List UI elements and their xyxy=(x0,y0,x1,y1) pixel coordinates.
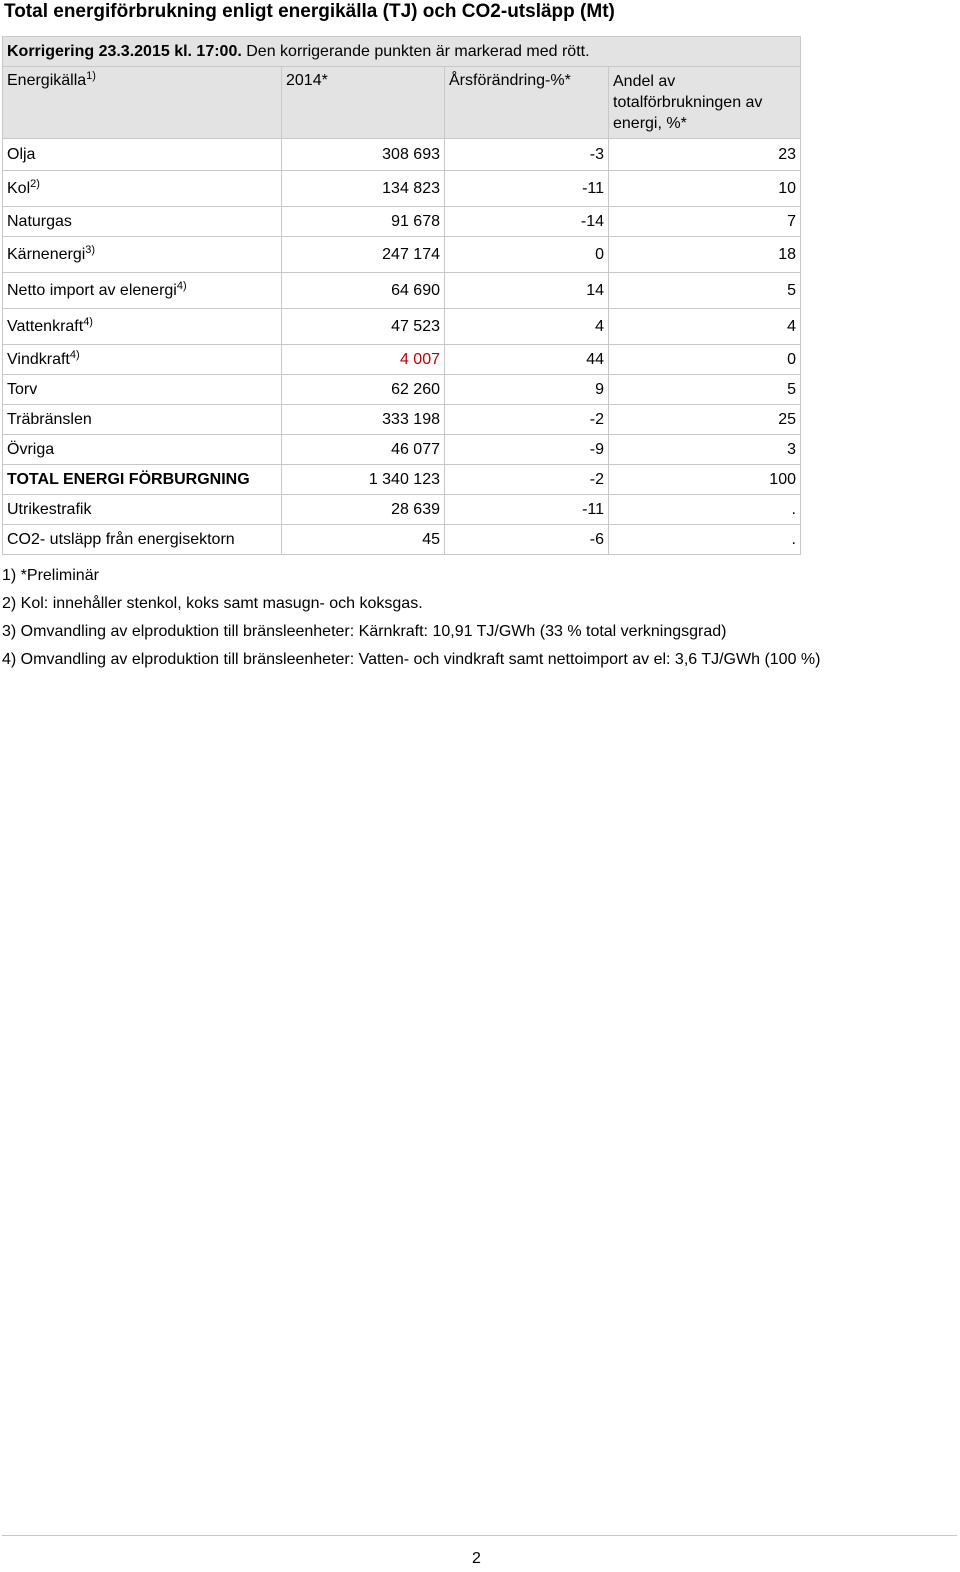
cell-annual-change: -9 xyxy=(445,435,609,465)
page-title: Total energiförbrukning enligt energikälla (TJ) och CO2-utsläpp (Mt) xyxy=(4,1,615,22)
cell-2014: 64 690 xyxy=(282,273,445,309)
table-row xyxy=(3,465,801,495)
cell-share: 3 xyxy=(609,435,801,465)
header-energy-source xyxy=(3,67,282,139)
energy-source-label: Träbränslen xyxy=(7,410,92,428)
table-row xyxy=(3,139,801,171)
energy-source-label: Vindkraft xyxy=(7,350,70,368)
cell-energy-source xyxy=(3,273,282,309)
cell-2014: 91 678 xyxy=(282,207,445,237)
energy-source-label: CO2- utsläpp från energisektorn xyxy=(7,530,235,548)
cell-annual-change: 14 xyxy=(445,273,609,309)
header-annual-change: Årsförändring-%* xyxy=(445,67,609,139)
table-row xyxy=(3,495,801,525)
cell-annual-change: 9 xyxy=(445,375,609,405)
correction-row xyxy=(3,37,801,67)
cell-share: 4 xyxy=(609,309,801,345)
header-footnote-ref: 1) xyxy=(86,70,96,82)
footnote-ref: 4) xyxy=(83,315,93,328)
footnote-ref: 3) xyxy=(85,243,96,256)
energy-source-label: Vattenkraft xyxy=(7,317,84,335)
cell-share: 18 xyxy=(609,237,801,273)
energy-source-label: Övriga xyxy=(7,440,55,458)
header-share: Andel av totalförbrukningen av energi, %* xyxy=(609,67,801,139)
footnote: 3) Omvandling av elproduktion till bränsleenheter: Kärnkraft: 10,91 TJ/GWh (33 % total verkningsgrad) xyxy=(2,623,727,640)
cell-energy-source xyxy=(3,435,282,465)
energy-source-label: Kol xyxy=(7,179,31,197)
footnote-ref: 4) xyxy=(176,279,187,292)
table-row xyxy=(3,171,801,207)
cell-annual-change: -6 xyxy=(445,525,609,555)
cell-annual-change: -2 xyxy=(445,405,609,435)
cell-2014: 247 174 xyxy=(282,237,445,273)
footnote: 1) *Preliminär xyxy=(2,567,99,584)
table-row xyxy=(3,273,801,309)
energy-source-label: TOTAL ENERGI FÖRBURGNING xyxy=(7,470,250,488)
cell-share: . xyxy=(609,495,801,525)
cell-annual-change: -11 xyxy=(445,171,609,207)
cell-energy-source xyxy=(3,309,282,345)
footnote: 2) Kol: innehåller stenkol, koks samt masugn- och koksgas. xyxy=(2,595,423,612)
cell-energy-source xyxy=(3,139,282,171)
cell-share: 7 xyxy=(609,207,801,237)
table-row xyxy=(3,207,801,237)
table-row xyxy=(3,525,801,555)
cell-share: 10 xyxy=(609,171,801,207)
cell-annual-change: -11 xyxy=(445,495,609,525)
footer-divider xyxy=(2,1535,957,1536)
cell-share: 0 xyxy=(609,345,801,375)
cell-2014: 333 198 xyxy=(282,405,445,435)
energy-source-label: Utrikestrafik xyxy=(7,500,92,518)
cell-share: 25 xyxy=(609,405,801,435)
cell-share: . xyxy=(609,525,801,555)
footnote: 4) Omvandling av elproduktion till bränsleenheter: Vatten- och vindkraft samt nettoimport av el: 3,6 TJ/GWh (100 %) xyxy=(2,651,821,668)
footnote-ref: 4) xyxy=(69,348,80,361)
cell-2014: 45 xyxy=(282,525,445,555)
cell-share: 100 xyxy=(609,465,801,495)
energy-source-label: Naturgas xyxy=(7,212,72,230)
page-number: 2 xyxy=(472,1550,481,1567)
table-row xyxy=(3,309,801,345)
cell-energy-source xyxy=(3,525,282,555)
footnote-ref: 2) xyxy=(30,177,40,190)
header-energy-source-label: Energikälla xyxy=(7,72,87,89)
cell-2014: 46 077 xyxy=(282,435,445,465)
cell-annual-change: -2 xyxy=(445,465,609,495)
cell-2014: 47 523 xyxy=(282,309,445,345)
energy-table xyxy=(2,36,801,555)
footnotes xyxy=(2,562,820,674)
cell-share: 5 xyxy=(609,273,801,309)
cell-energy-source xyxy=(3,375,282,405)
cell-2014: 308 693 xyxy=(282,139,445,171)
cell-share: 23 xyxy=(609,139,801,171)
energy-source-label: Kärnenergi xyxy=(7,245,86,263)
table-row xyxy=(3,435,801,465)
cell-energy-source xyxy=(3,495,282,525)
cell-annual-change: 44 xyxy=(445,345,609,375)
correction-bold: Korrigering 23.3.2015 kl. 17:00. xyxy=(7,42,242,60)
cell-energy-source xyxy=(3,465,282,495)
correction-text: Den korrigerande punkten är markerad med rött. xyxy=(241,42,590,60)
table-row xyxy=(3,237,801,273)
cell-energy-source xyxy=(3,237,282,273)
cell-energy-source xyxy=(3,171,282,207)
cell-2014: 134 823 xyxy=(282,171,445,207)
cell-energy-source xyxy=(3,207,282,237)
cell-annual-change: -14 xyxy=(445,207,609,237)
header-2014: 2014* xyxy=(282,67,445,139)
cell-share: 5 xyxy=(609,375,801,405)
table-row xyxy=(3,345,801,375)
correction-note xyxy=(3,37,801,67)
energy-source-label: Netto import av elenergi xyxy=(7,281,177,299)
cell-annual-change: 4 xyxy=(445,309,609,345)
cell-2014: 4 007 xyxy=(282,345,445,375)
cell-annual-change: -3 xyxy=(445,139,609,171)
cell-2014: 28 639 xyxy=(282,495,445,525)
cell-2014: 62 260 xyxy=(282,375,445,405)
table-row xyxy=(3,375,801,405)
cell-energy-source xyxy=(3,405,282,435)
cell-annual-change: 0 xyxy=(445,237,609,273)
energy-source-label: Torv xyxy=(7,380,38,398)
energy-source-label: Olja xyxy=(7,145,36,163)
table-row xyxy=(3,405,801,435)
header-row xyxy=(3,67,801,139)
cell-2014: 1 340 123 xyxy=(282,465,445,495)
cell-energy-source xyxy=(3,345,282,375)
